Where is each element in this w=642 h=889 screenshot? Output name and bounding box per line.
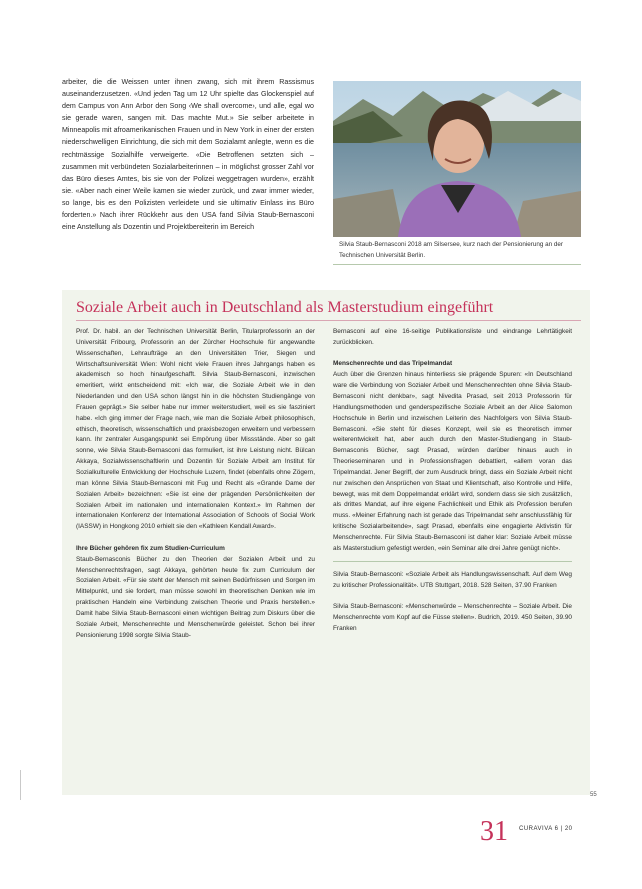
book-reference: Silvia Staub-Bernasconi: «Soziale Arbeit als Handlungswissenschaft. Auf dem Weg zu kritischer Professionalität». UTB Stuttgart, 2018. 528 Seiten, 37.90 Franken [333,570,572,589]
book-divider [333,561,572,562]
photo-caption: Silvia Staub-Bernasconi 2018 am Silsersee, kurz nach der Pensionierung an der Technischen Universität Berlin. [339,241,564,259]
box-subheading: Menschenrechte und das Tripelmandat [333,360,453,368]
box-column-left [76,327,315,641]
intro-paragraph: arbeiter, die die Weissen unter ihnen zwang, sich mit ihrem Rassismus auseinanderzusetzen. «Und jeden Tag um 12 Uhr spielte das Glockenspiel auf dem Campus von Ann Arbor den Song ‹We shall overcome›, und alle, egal wo sie gerade waren, sangen mit. Das machte Mut.» Sie selber arbeitete in Minneapolis mit afroamerikanischen Frauen und in New York in einer der ersten niederschwelligen Einrichtung, die sich mit dem Sozialamt anlegte, wenn es die rechtmässige Sozialhilfe verweigerte. «Die Betroffenen setzten sich – zusammen mit verbündeten Sozialarbeiterinnen – in möglichst grosser Zahl vor das Büro dieses Amtes, bis sie von der Polizei weggetragen wurden», erzählt sie. «Aber nach einer Weile kamen sie wieder zurück, und zwar immer wieder, so lange, bis es den Polizisten verleidete und sie ultimativ Einlass ins Büro forderten.» Nach ihrer Rückkehr aus den USA fand Silvia Staub-Bernasconi eine Anstellung als Dozentin und Projektbereiterin im Bereich [62,78,314,232]
page-number: 31 [480,816,508,847]
box-paragraph: Staub-Bernasconis Bücher zu den Theorien der Sozialen Arbeit und zu Menschenrechtsfragen, sagt Akkaya, gehörten heute fix zum Curriculum der Sozialen Arbeit. «Für sie steht der Mensch mit seinen Bedürfnissen und Sorgen im Mittelpunkt, und sie fordert, man müsse sowohl im theoretischen Denken wie im praktischen Handeln eine Verbindung zwischen Theorie und Praxis herstellen.» Damit habe Silvia Staub-Bernasconi einen wichtigen Beitrag zum Diskurs über die Soziale Arbeit, Menschenrechte und Menschenwürde geleistet. Schon bei ihrer Pensionierung 1998 sorgte Silvia Staub- [76,555,315,639]
box-column-right [333,327,572,635]
box-paragraph: Prof. Dr. habil. an der Technischen Universität Berlin, Titularprofessorin an der Universität Fribourg, Professorin an der Zürcher Hochschule für angewandte Wissenschaften, Lehraufträge an den Universitäten Trier, Siegen und Wirtschaftsuniversität Wien: Wohl nicht viele Frauen ihres Jahrgangs haben es akademisch so hoch hinaufgeschafft. Silvia Staub-Bernasconi, inzwischen emeritiert, wirkt entscheidend mit: «Ich war, die Soziale Arbeit wie in den Niederlanden und den USA schon längst hin in die höchsten Studiengänge von Frauen geprägt.» Sie selber habe nur immer weiterstudiert, weil es sie fasziniert habe. «Ich ging immer der Frage nach, wie man die Soziale Arbeit philosophisch, ethisch, theoretisch, wissenschaftlich und praxisbezogen erweitern und verbessern kann. Ihr zentraler Ausgangspunkt sei Empörung über Missstände. Aber so galt sonne, wie Silvia Staub-Bernasconi das formuliert, ist ihre Leistung nicht. Bülcan Akkaya, Sozialwissenschaftlerin und Dozentin für Soziale Arbeit am Institut für Sozialkulturelle Entwicklung der Hochschule Luzern, findet (ebenfalls ohne Zögern, man könne Silvia Staub-Bernasconi mit Fug und Recht als «Grande Dame der Sozialen Arbeit» bezeichnen: «Sie ist eine der prägenden Persönlichkeiten der Sozialen Arbeit im nationalen und internationalen Kontext.» Im Rahmen der internationalen Konferenz der International Association of Schools of Social Work (IASSW) in Hongkong 2010 erhielt sie den «Kathleen Kendall Award». [76,328,315,531]
box-paragraph: Bernasconi auf eine 16-seitige Publikationsliste und eindrange Lehrtätigkeit zurückblicken. [333,328,572,346]
book-reference: Silvia Staub-Bernasconi: «Menschenwürde – Menschenrechte – Soziale Arbeit. Die Menschenrechte vom Kopf auf die Füsse stellen». Budrich, 2019. 450 Seiten, 39.90 Franken [333,603,572,632]
magazine-issue: CURAVIVA 6 | 20 [519,826,573,832]
margin-rule [20,770,21,800]
box-title: Soziale Arbeit auch in Deutschland als Masterstudium eingeführt [76,299,494,316]
caption-divider [333,264,581,265]
side-page-number: 55 [590,792,597,798]
portrait-photo [333,81,581,237]
box-title-divider [76,320,581,321]
box-subheading: Ihre Bücher gehören fix zum Studien-Curriculum [76,544,225,552]
box-paragraph: Auch über die Grenzen hinaus hinterliess sie prägende Spuren: «In Deutschland ware die Verbindung von Sozialer Arbeit und Menschenrechten ohne Silvia Staub-Bernasconi nicht denkbar», sagt Nivedita Prasad, seit 2013 Professorin für Handlungsmethoden und genderspezifische Soziale Arbeit an der Alice Salomon Hochschule in Berlin und inzwischen Leiterin des Nachfolgers von Silvia Staub-Bernasconi. «Sie steht für dieses Konzept, weil sie es theoretisch immer weiterentwickelt hat, aber auch durch den Master-Studiengang in Staub-Bernasconis Bücher, sagt Prasad, würden darüber hinaus auch in Theorieseminaren und in Professionsfragen debattiert, «allem voran das Tripelmandat. Jener Begriff, der zum Ausdruck bringt, dass ein Soziale Arbeit nicht nur zwischen den Ansprüchen von Staat und Klientschaft, also Kontrolle und Hilfe, bewegt, was mit dem Doppelmandat erklärt wird, sondern dass sie sich zusätzlich, als drittes Mandat, auf ihre eigene Fachlichkeit und Ethik als Profession berufen muss. «Meiner Erfahrung nach ist gerade das Tripelmandat sehr anschlussfähig für kritische Sozialarbeitende», sagt Prasad, ebenfalls eine engagierte Aktivistin für Menschenrechte. Für Silvia Staub-Bernasconi ist daher klar: Soziale Arbeit müsse als Masterstudium gefestigt werden, «ein Seminar alle drei Jahre genügt nicht». [333,371,572,552]
